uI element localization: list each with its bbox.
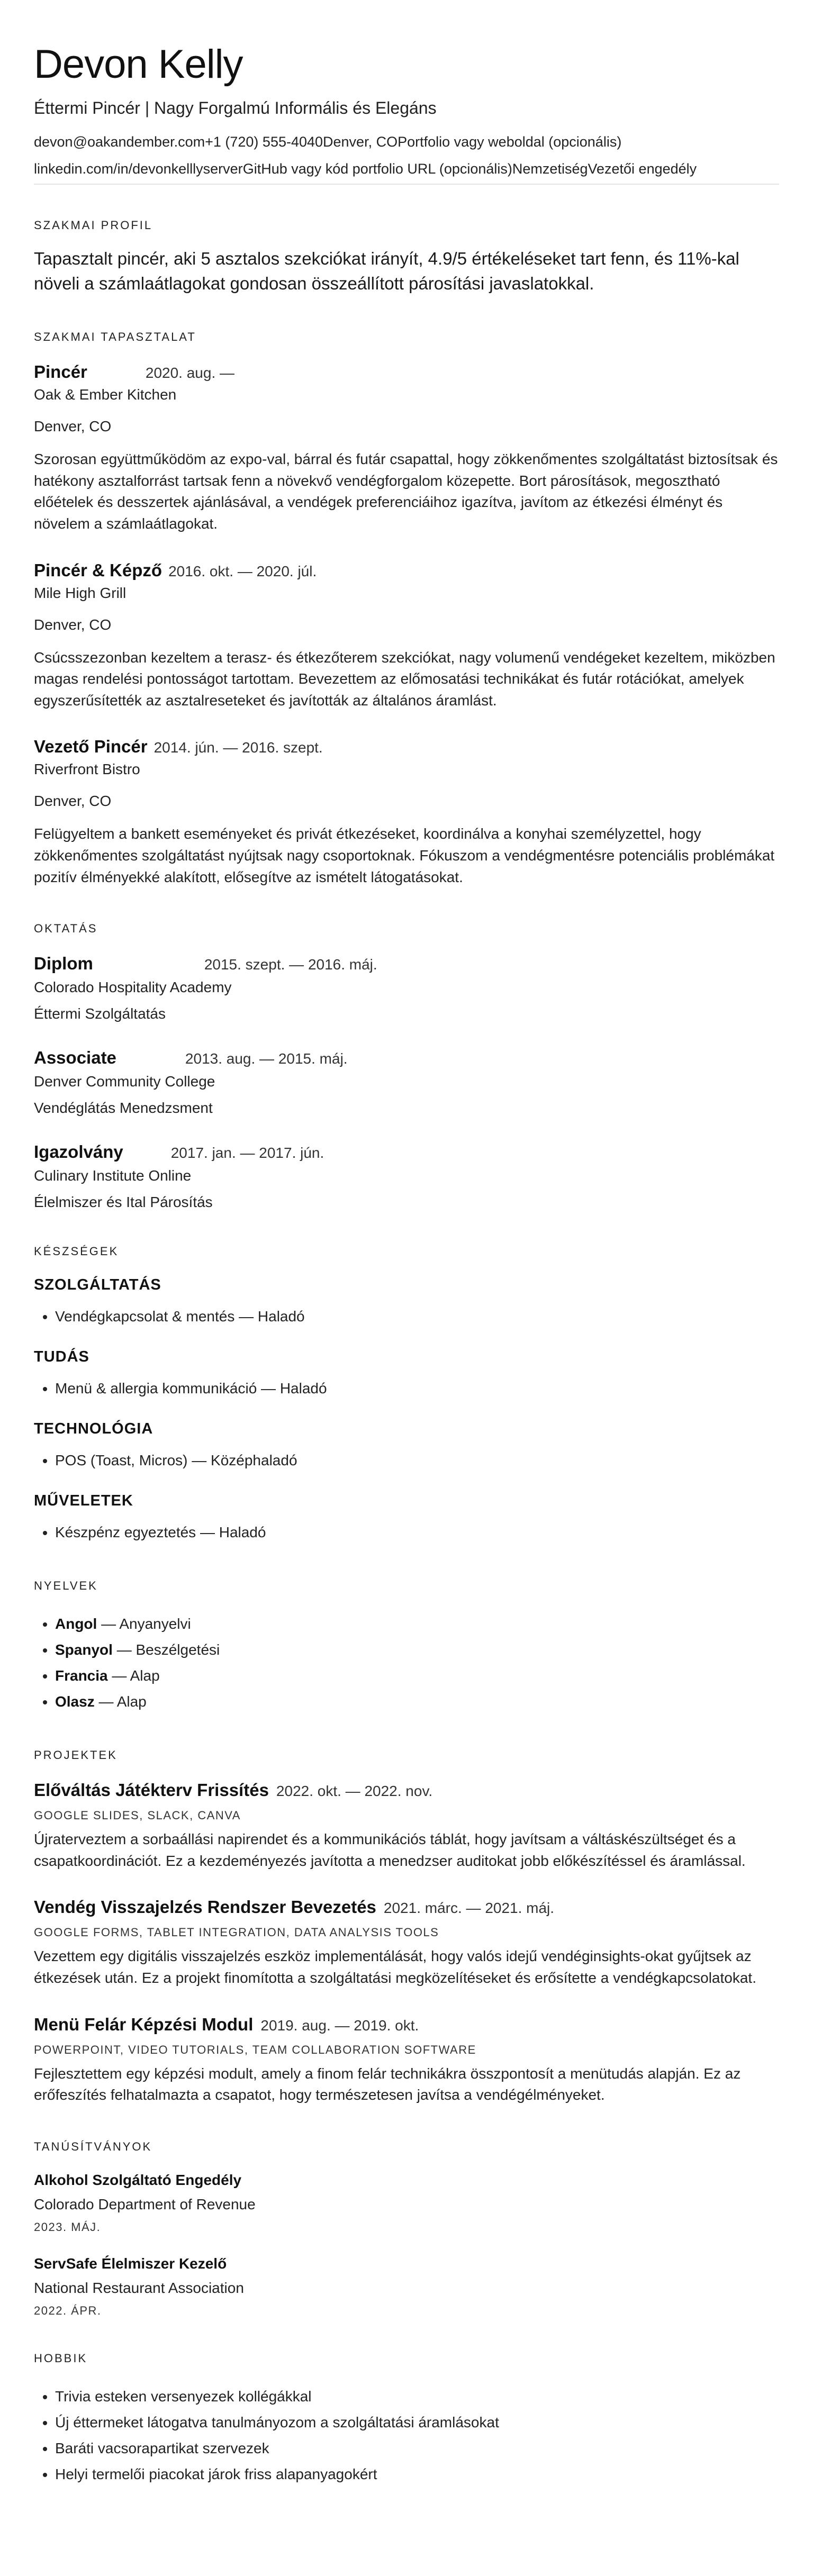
skill-item: • Készpénz egyeztetés — Haladó xyxy=(55,1519,779,1545)
github-link[interactable]: GitHub vagy kód portfolio URL (opcionális) xyxy=(242,160,512,177)
email-link[interactable]: devon@oakandember.com xyxy=(34,133,205,150)
resume-header xyxy=(34,42,779,185)
location-text: Denver, CO xyxy=(323,133,398,150)
project-entry xyxy=(34,1780,779,1872)
language-name: Francia xyxy=(55,1667,108,1684)
experience-entry xyxy=(34,737,779,888)
language-item xyxy=(55,1689,779,1715)
nationality-text: Nemzetiség xyxy=(512,160,588,177)
education-dates: 2013. aug. — 2015. máj. xyxy=(185,1050,348,1067)
experience-entry xyxy=(34,560,779,712)
experience-section xyxy=(34,330,779,888)
candidate-name: Devon Kelly xyxy=(34,42,243,87)
section-title-languages: NYELVEK xyxy=(34,1579,98,1593)
job-title: Vezető Pincér xyxy=(34,737,148,757)
skill-group-title: TUDÁS xyxy=(34,1348,89,1366)
contact-line-secondary xyxy=(34,161,779,177)
job-location: Denver, CO xyxy=(34,418,112,435)
job-dates: 2016. okt. — 2020. júl. xyxy=(168,563,317,579)
job-description: Szorosan együttműködöm az expo-val, bárral és futár csapattal, hogy zökkenőmentes szolgáltatást biztosítsak és hatékony asztalforrást tartsak fenn a növekvő vendégforgalom közepette. Bort párosítások, megosztható előételek és desszertek ajánlásával, a vendégek preferenciáihoz igazítva, javítom az étkezési élményt és növelem a számlaátlagokat. xyxy=(34,451,778,532)
education-dates: 2015. szept. — 2016. máj. xyxy=(204,956,377,973)
education-entry xyxy=(34,954,779,1022)
project-description: Fejlesztettem egy képzési modult, amely a finom felár technikákra összpontosít a menütudás alapján. Ez az erőfeszítés felhatalmazta a csapatot, hogy természetesen javítsa a vendégélményeket. xyxy=(34,2065,741,2103)
language-item xyxy=(55,1637,779,1663)
job-company: Riverfront Bistro xyxy=(34,761,140,778)
linkedin-link[interactable]: linkedin.com/in/devonkelllyserver xyxy=(34,160,243,177)
hobby-item: • Trivia esteken versenyezek kollégákkal xyxy=(55,2383,779,2409)
project-name: Menü Felár Képzési Modul xyxy=(34,2014,254,2034)
degree-title: Diplom xyxy=(34,954,93,974)
skill-group xyxy=(34,1420,779,1473)
education-entry xyxy=(34,1142,779,1211)
job-dates: 2020. aug. — xyxy=(145,365,235,382)
school-name: Colorado Hospitality Academy xyxy=(34,979,232,996)
certifications-section xyxy=(34,2140,779,2318)
skill-group xyxy=(34,1348,779,1401)
job-description: Felügyeltem a bankett eseményeket és privát étkezéseket, koordinálva a konyhai személyzettel, hogy zökkenőmentes szolgáltatást nyújtsak nagy csoportoknak. Fókuszom a vendégmentésre potenciális problémákat pozitív élményekké alakított, elősegítve az ismételt látogatásokat. xyxy=(34,826,775,885)
language-name: Angol xyxy=(55,1616,97,1632)
job-company: Mile High Grill xyxy=(34,584,127,601)
section-title-skills: KÉSZSÉGEK xyxy=(34,1245,119,1258)
project-dates: 2021. márc. — 2021. máj. xyxy=(383,1900,555,1917)
section-title-projects: PROJEKTEK xyxy=(34,1748,118,1762)
job-location: Denver, CO xyxy=(34,793,112,810)
education-entry xyxy=(34,1048,779,1117)
education-dates: 2017. jan. — 2017. jún. xyxy=(170,1145,324,1162)
section-title-experience: SZAKMAI TAPASZTALAT xyxy=(34,330,196,344)
projects-section xyxy=(34,1748,779,2106)
portfolio-link[interactable]: Portfolio vagy weboldal (opcionális) xyxy=(398,133,622,150)
phone-text: +1 (720) 555-4040 xyxy=(205,133,323,150)
skill-group xyxy=(34,1492,779,1545)
certification-name: Alkohol Szolgáltató Engedély xyxy=(34,2171,242,2188)
experience-entry xyxy=(34,362,779,534)
project-description: Újraterveztem a sorbaállási napirendet és a kommunikációs táblát, hogy javítsam a váltáskészültséget és a csapatkoordinációt. Ez a kezdeményezés javította a menedzser auditokat jobb előkészítéssel és áramlással. xyxy=(34,1831,746,1869)
certification-issuer: Colorado Department of Revenue xyxy=(34,2196,256,2212)
hobbies-section xyxy=(34,2352,779,2487)
project-entry xyxy=(34,1897,779,1989)
contact-line-primary xyxy=(34,134,779,150)
school-name: Denver Community College xyxy=(34,1073,215,1090)
section-title-education: OKTATÁS xyxy=(34,922,98,936)
certification-name: ServSafe Élelmiszer Kezelő xyxy=(34,2255,227,2272)
skill-item: • POS (Toast, Micros) — Középhaladó xyxy=(55,1447,779,1473)
language-list xyxy=(34,1611,779,1715)
job-dates: 2014. jún. — 2016. szept. xyxy=(153,739,323,756)
study-field: Vendéglátás Menedzsment xyxy=(34,1100,213,1117)
project-dates: 2022. okt. — 2022. nov. xyxy=(276,1783,433,1800)
section-title-profile: SZAKMAI PROFIL xyxy=(34,218,153,232)
project-name: Előváltás Játékterv Frissítés xyxy=(34,1780,269,1800)
skill-item: • Menü & allergia kommunikáció — Haladó xyxy=(55,1375,779,1401)
hobby-item: • Baráti vacsorapartikat szervezek xyxy=(55,2435,779,2461)
skills-section xyxy=(34,1245,779,1545)
language-level: — Alap xyxy=(94,1693,147,1710)
project-entry xyxy=(34,2015,779,2106)
hobby-item: • Új éttermeket látogatva tanulmányozom a szolgáltatási áramlásokat xyxy=(55,2409,779,2435)
hobby-item: • Helyi termelői piacokat járok friss alapanyagokért xyxy=(55,2461,779,2487)
job-title: Pincér xyxy=(34,362,87,382)
section-title-certifications: TANÚSÍTVÁNYOK xyxy=(34,2139,152,2153)
certification-date: 2022. ÁPR. xyxy=(34,2303,102,2317)
certification-entry xyxy=(34,2255,779,2318)
certification-entry xyxy=(34,2172,779,2234)
language-item xyxy=(55,1611,779,1637)
study-field: Élelmiszer és Ital Párosítás xyxy=(34,1194,213,1211)
language-item xyxy=(55,1663,779,1689)
project-name: Vendég Visszajelzés Rendszer Bevezetés xyxy=(34,1897,376,1917)
languages-section xyxy=(34,1579,779,1715)
candidate-headline: Éttermi Pincér | Nagy Forgalmú Informális és Elegáns xyxy=(34,98,437,117)
language-level: — Anyanyelvi xyxy=(97,1616,191,1632)
certification-date: 2023. MÁJ. xyxy=(34,2220,101,2234)
language-name: Spanyol xyxy=(55,1641,113,1658)
project-dates: 2019. aug. — 2019. okt. xyxy=(260,2017,419,2034)
profile-section xyxy=(34,219,779,297)
project-description: Vezettem egy digitális visszajelzés eszköz implementálását, hogy valós idejű vendéginsights-okat gyűjtsek az étkezések után. Ez a projekt finomította a szolgáltatási megközelítéseket és erősítette a vendégkapcsolatokat. xyxy=(34,1948,756,1986)
project-tech: GOOGLE SLIDES, SLACK, CANVA xyxy=(34,1809,241,1822)
skill-group-title: TECHNOLÓGIA xyxy=(34,1420,153,1438)
job-location: Denver, CO xyxy=(34,616,112,633)
header-divider xyxy=(34,184,779,185)
certification-issuer: National Restaurant Association xyxy=(34,2279,244,2296)
section-title-hobbies: HOBBIK xyxy=(34,2351,88,2365)
project-tech: GOOGLE FORMS, TABLET INTEGRATION, DATA ANALYSIS TOOLS xyxy=(34,1926,439,1939)
degree-title: Associate xyxy=(34,1048,116,1068)
language-name: Olasz xyxy=(55,1693,95,1710)
drivers-license-text: Vezetői engedély xyxy=(588,160,697,177)
language-level: — Alap xyxy=(107,1667,160,1684)
profile-summary: Tapasztalt pincér, aki 5 asztalos szekciókat irányít, 4.9/5 értékeléseket tart fenn, és 11%-kal növeli a számlaátlagokat gondosan összeállított párosítási javaslatokkal. xyxy=(34,248,739,294)
education-section xyxy=(34,922,779,1211)
job-description: Csúcsszezonban kezeltem a terasz- és étkezőterem szekciókat, nagy volumenű vendégeket kezeltem, miközben magas rendelési pontosságot tartottam. Bevezettem az előmosatási technikákat és futár rotációkat, amelyek egyszerűsítették az asztalreseteket és javították az általános áramlást. xyxy=(34,649,775,709)
degree-title: Igazolvány xyxy=(34,1142,123,1162)
language-level: — Beszélgetési xyxy=(112,1641,220,1658)
school-name: Culinary Institute Online xyxy=(34,1167,192,1184)
job-company: Oak & Ember Kitchen xyxy=(34,386,177,403)
skill-group-title: MŰVELETEK xyxy=(34,1492,133,1510)
skill-group-title: SZOLGÁLTATÁS xyxy=(34,1276,161,1294)
study-field: Éttermi Szolgáltatás xyxy=(34,1005,166,1022)
job-title: Pincér & Képző xyxy=(34,560,162,580)
project-tech: POWERPOINT, VIDEO TUTORIALS, TEAM COLLABORATION SOFTWARE xyxy=(34,2043,476,2056)
skill-group xyxy=(34,1276,779,1329)
skill-item: • Vendégkapcsolat & mentés — Haladó xyxy=(55,1303,779,1329)
hobby-list xyxy=(34,2383,779,2487)
